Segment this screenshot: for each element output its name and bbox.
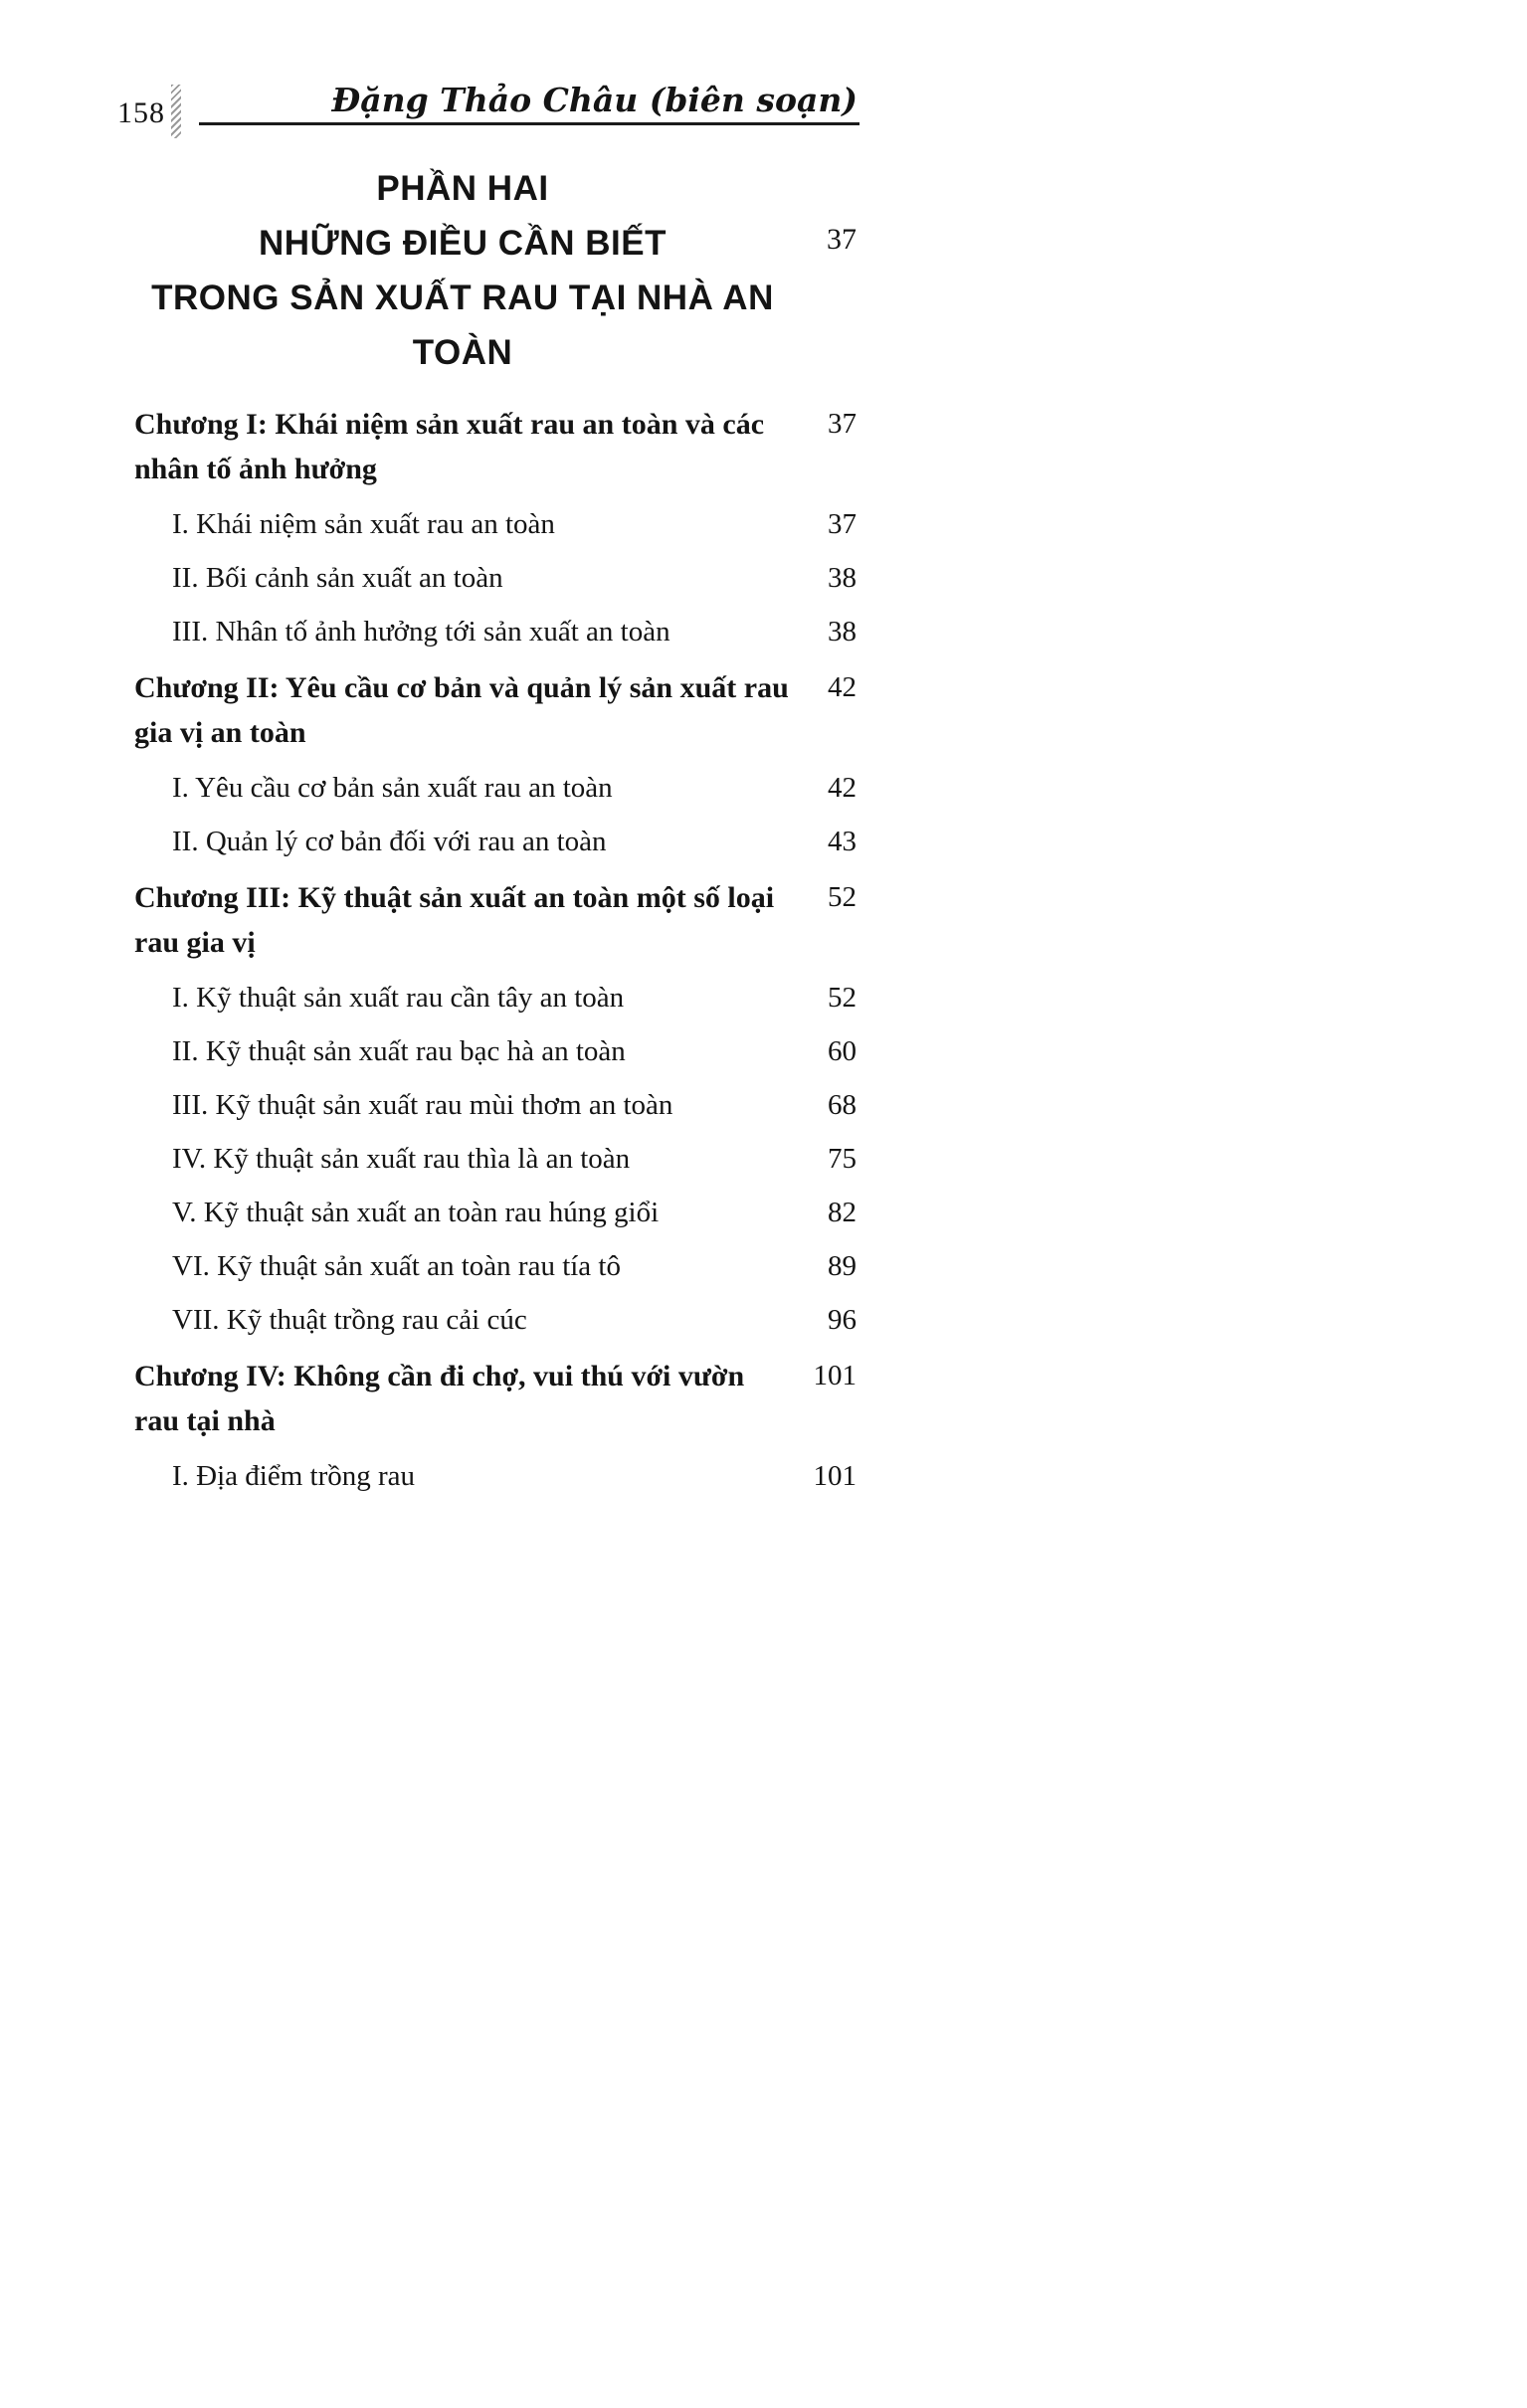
toc-entry (134, 978, 857, 1019)
toc-entry-page: 42 (828, 671, 857, 703)
toc-entry-page: 89 (828, 1250, 857, 1282)
page-header (117, 81, 859, 140)
toc-entry (134, 402, 857, 491)
toc-entry-page: 38 (828, 562, 857, 594)
toc-entry-label: II. Quản lý cơ bản đối với rau an toàn (172, 826, 607, 857)
toc-entry (134, 1139, 857, 1180)
header-rule (199, 122, 859, 125)
toc-entry-label: II. Bối cảnh sản xuất an toàn (172, 562, 503, 594)
toc-entry (134, 822, 857, 862)
toc-entry (134, 1193, 857, 1233)
toc-entries (134, 402, 857, 1497)
toc-entry-label: IV. Kỹ thuật sản xuất rau thìa là an toàn (172, 1143, 631, 1175)
toc-entry (134, 1354, 857, 1443)
toc-entry (134, 1456, 857, 1497)
toc-entry-label: I. Khái niệm sản xuất rau an toàn (172, 508, 555, 540)
toc-entry (134, 1246, 857, 1287)
part-heading-line1: PHẦN HAI (376, 169, 549, 208)
part-heading-line3: TRONG SẢN XUẤT RAU TẠI NHÀ AN TOÀN (151, 278, 774, 372)
toc-entry (134, 1031, 857, 1072)
toc-entry (134, 1300, 857, 1341)
toc-entry (134, 504, 857, 545)
table-of-contents (134, 161, 857, 1510)
part-heading-lines (134, 161, 791, 380)
toc-entry-page: 101 (813, 1360, 857, 1391)
toc-entry-label: I. Yêu cầu cơ bản sản xuất rau an toàn (172, 772, 613, 804)
toc-entry-page: 42 (828, 772, 857, 804)
toc-entry-page: 37 (828, 508, 857, 540)
toc-entry-label: VII. Kỹ thuật trồng rau cải cúc (172, 1304, 527, 1336)
toc-entry-label: I. Địa điểm trồng rau (172, 1460, 416, 1492)
part-heading (134, 161, 857, 380)
toc-entry-label: Chương III: Kỹ thuật sản xuất an toàn một số loại rau gia vị (134, 881, 775, 959)
toc-entry-label: III. Kỹ thuật sản xuất rau mùi thơm an toàn (172, 1089, 673, 1121)
toc-entry-page: 60 (828, 1035, 857, 1067)
toc-entry-page: 38 (828, 616, 857, 648)
toc-entry-label: II. Kỹ thuật sản xuất rau bạc hà an toàn (172, 1035, 626, 1067)
toc-entry (134, 558, 857, 599)
toc-entry (134, 1085, 857, 1126)
toc-entry-page: 96 (828, 1304, 857, 1336)
toc-entry-page: 37 (828, 408, 857, 440)
toc-entry-label: I. Kỹ thuật sản xuất rau cần tây an toàn (172, 982, 625, 1014)
toc-entry-label: Chương IV: Không cần đi chợ, vui thú với vườn rau tại nhà (134, 1360, 745, 1437)
toc-entry-page: 52 (828, 881, 857, 913)
toc-entry-label: III. Nhân tố ảnh hưởng tới sản xuất an toàn (172, 616, 670, 648)
toc-entry-page: 82 (828, 1197, 857, 1228)
part-page-number: 37 (827, 223, 857, 256)
toc-entry (134, 665, 857, 755)
toc-entry-page: 101 (813, 1460, 857, 1492)
header-author: Đặng Thảo Châu (biên soạn) (331, 81, 858, 119)
toc-entry-label: Chương I: Khái niệm sản xuất rau an toàn và các nhân tố ảnh hưởng (134, 408, 765, 485)
toc-entry-page: 43 (828, 826, 857, 857)
part-heading-line2: NHỮNG ĐIỀU CẦN BIẾT (259, 224, 667, 263)
header-ornament (171, 85, 181, 138)
toc-entry-label: V. Kỹ thuật sản xuất an toàn rau húng giổi (172, 1197, 660, 1228)
page-number: 158 (117, 96, 165, 129)
toc-entry-label: Chương II: Yêu cầu cơ bản và quản lý sản xuất rau gia vị an toàn (134, 671, 789, 749)
toc-entry-label: VI. Kỹ thuật sản xuất an toàn rau tía tô (172, 1250, 621, 1282)
toc-entry-page: 75 (828, 1143, 857, 1175)
toc-entry (134, 612, 857, 652)
toc-entry-page: 68 (828, 1089, 857, 1121)
toc-entry-page: 52 (828, 982, 857, 1014)
toc-entry (134, 875, 857, 965)
toc-entry (134, 768, 857, 809)
